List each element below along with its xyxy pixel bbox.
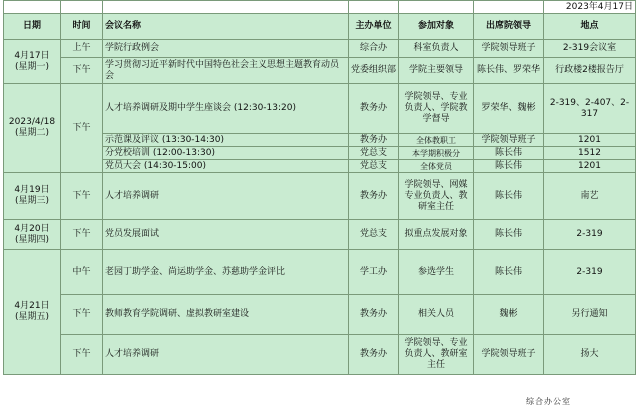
- host-cell: 教务办: [349, 295, 399, 335]
- host-cell: 综合办: [349, 40, 399, 58]
- date-cell: 4月21日 (星期五): [4, 250, 61, 375]
- time-cell: 下午: [61, 335, 103, 375]
- table-row: [4, 40, 636, 58]
- attend-cell: 相关人员: [399, 295, 474, 335]
- col-attend: 参加对象: [399, 14, 474, 40]
- header-date: 2023年4月17日: [544, 1, 636, 14]
- col-place: 地点: [544, 14, 636, 40]
- date-cell: 4月20日 (星期四): [4, 220, 61, 250]
- leader-cell: 陈长伟: [474, 250, 544, 295]
- leader-cell: 学院领导班子: [474, 40, 544, 58]
- meeting-cell: 老园丁助学金、尚运助学金、苏慈助学金评比: [103, 250, 349, 295]
- meeting-cell: 党员大会 (14:30-15:00): [103, 160, 349, 173]
- place-cell: 行政楼2楼报告厅: [544, 58, 636, 84]
- table-row: [4, 335, 636, 375]
- leader-cell: 陈长伟: [474, 220, 544, 250]
- place-cell: 南艺: [544, 173, 636, 220]
- table-row: [4, 58, 636, 84]
- place-cell: 扬大: [544, 335, 636, 375]
- table-row: [4, 295, 636, 335]
- place-cell: 另行通知: [544, 295, 636, 335]
- meeting-cell: 党员发展面试: [103, 220, 349, 250]
- col-host: 主办单位: [349, 14, 399, 40]
- table-row: [4, 220, 636, 250]
- attend-cell: 全体党员: [399, 160, 474, 173]
- leader-cell: 学院领导班子: [474, 335, 544, 375]
- leader-cell: 陈长伟: [474, 173, 544, 220]
- host-cell: 党委组织部: [349, 58, 399, 84]
- table-row: [4, 173, 636, 220]
- meeting-cell: 示范课及评议 (13:30-14:30): [103, 134, 349, 147]
- time-cell: 下午: [61, 84, 103, 173]
- host-cell: 党总支: [349, 220, 399, 250]
- place-cell: 2-319、2-407、2-317: [544, 84, 636, 134]
- host-cell: 党总支: [349, 147, 399, 160]
- date-cell: 2023/4/18 (星期二): [4, 84, 61, 173]
- attend-cell: 本学期积极分: [399, 147, 474, 160]
- col-meeting: 会议名称: [103, 14, 349, 40]
- header-row: [4, 14, 636, 40]
- attend-cell: 参选学生: [399, 250, 474, 295]
- col-time: 时间: [61, 14, 103, 40]
- place-cell: 1201: [544, 134, 636, 147]
- footer-office: 综合办公室: [526, 397, 571, 406]
- host-cell: 学工办: [349, 250, 399, 295]
- attend-cell: 拟重点发展对象: [399, 220, 474, 250]
- meeting-cell: 人才培养调研: [103, 173, 349, 220]
- attend-cell: 学院领导、专业负责人、教研室主任: [399, 335, 474, 375]
- attend-cell: 全体教职工: [399, 134, 474, 147]
- place-cell: 2-319会议室: [544, 40, 636, 58]
- schedule-table: [3, 0, 636, 375]
- attend-cell: 学院领导、网媒专业负责人、教研室主任: [399, 173, 474, 220]
- meeting-cell: 人才培养调研: [103, 335, 349, 375]
- meeting-cell: 分党校培训 (12:00-13:30): [103, 147, 349, 160]
- time-cell: 下午: [61, 220, 103, 250]
- host-cell: 教务办: [349, 335, 399, 375]
- col-leader: 出席院领导: [474, 14, 544, 40]
- time-cell: 上午: [61, 40, 103, 58]
- meeting-cell: 教师教育学院调研、虚拟教研室建设: [103, 295, 349, 335]
- time-cell: 下午: [61, 58, 103, 84]
- col-date: 日期: [4, 14, 61, 40]
- host-cell: 党总支: [349, 160, 399, 173]
- time-cell: 下午: [61, 173, 103, 220]
- leader-cell: 陈长伟、罗荣华: [474, 58, 544, 84]
- time-cell: 下午: [61, 295, 103, 335]
- leader-cell: 陈长伟: [474, 160, 544, 173]
- place-cell: 1512: [544, 147, 636, 160]
- host-cell: 教务办: [349, 173, 399, 220]
- meeting-cell: 学习贯彻习近平新时代中国特色社会主义思想主题教育动员会: [103, 58, 349, 84]
- place-cell: 2-319: [544, 220, 636, 250]
- attend-cell: 学院主要领导: [399, 58, 474, 84]
- time-cell: 中午: [61, 250, 103, 295]
- meeting-cell: 学院行政例会: [103, 40, 349, 58]
- attend-cell: 学院领导、专业负责人、学院教学督导: [399, 84, 474, 134]
- leader-cell: 陈长伟: [474, 147, 544, 160]
- place-cell: 1201: [544, 160, 636, 173]
- place-cell: 2-319: [544, 250, 636, 295]
- host-cell: 教务办: [349, 134, 399, 147]
- empty-cell: [4, 1, 61, 14]
- top-date-row: [4, 1, 636, 14]
- table-row: [4, 250, 636, 295]
- date-cell: 4月17日 (星期一): [4, 40, 61, 84]
- host-cell: 教务办: [349, 84, 399, 134]
- leader-cell: 罗荣华、魏彬: [474, 84, 544, 134]
- attend-cell: 科室负责人: [399, 40, 474, 58]
- leader-cell: 魏彬: [474, 295, 544, 335]
- meeting-cell: 人才培养调研及期中学生座谈会 (12:30-13:20): [103, 84, 349, 134]
- table-row: [4, 84, 636, 134]
- date-cell: 4月19日 (星期三): [4, 173, 61, 220]
- leader-cell: 学院领导班子: [474, 134, 544, 147]
